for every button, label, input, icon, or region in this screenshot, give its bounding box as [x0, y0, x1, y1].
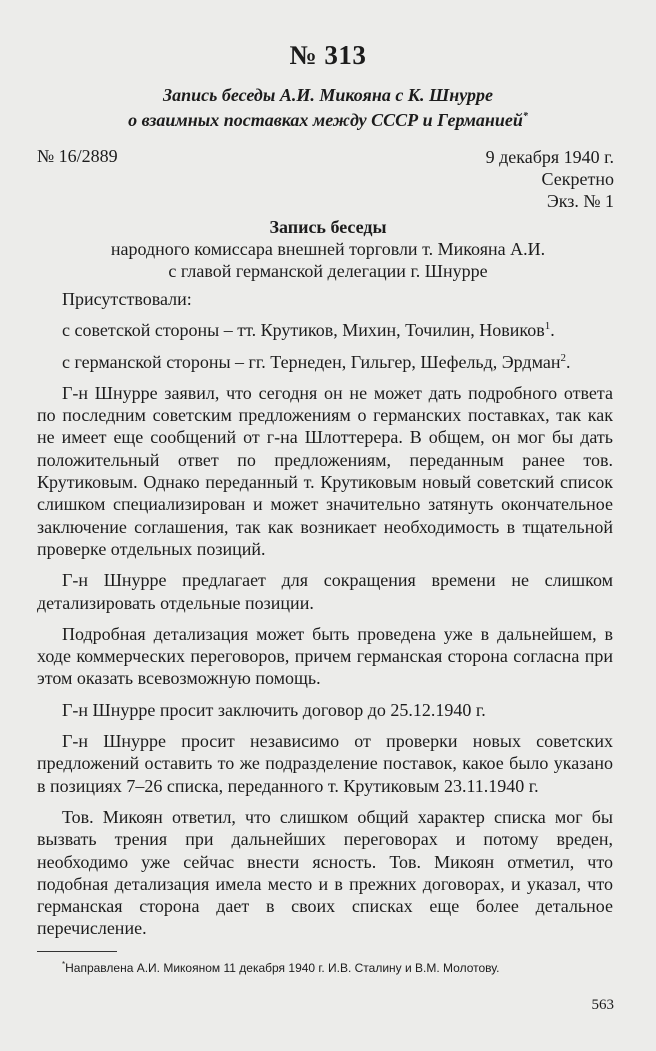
attendees-soviet-text: с советской стороны – тт. Крутиков, Михин, Точилин, Новиков [62, 320, 545, 341]
subtitle-footnote-mark: * [522, 111, 528, 122]
paragraph-mikoyan-reply: Тов. Микоян ответил, что слишком общий характер списка мог бы вызвать трения при дальнейших переговорах и потому вреден, необходимо уже сейчас внести ясность. Тов. Микоян отметил, что подобная детализация имела место и в прежних договорах, и указал, что германская сторона дает в своих списках еще более детальное перечисление. [37, 806, 613, 939]
document-body [37, 288, 613, 940]
subtitle-line-2 [0, 106, 656, 131]
paragraph-schnurre-statement: Г-н Шнурре заявил, что сегодня он не может дать подробного ответа по последним советским предложениям о германских поставках, так как не имеет еще сообщений от г-на Шлоттерера. В общем, он мог бы дать положительный ответ по предложениям, переданным ранее тов. Крутиковым. Однако переданный т. Крутиковым новый советский список слишком специализирован и может значительно затянуть окончательное заключение соглашения, так как возникает необходимость в тщательной проверке отдельных позиций. [37, 382, 613, 559]
registration-number: № 16/2889 [37, 146, 118, 166]
record-title-line-3: с главой германской делегации г. Шнурре [168, 261, 488, 281]
attendees-label: Присутствовали: [62, 289, 192, 309]
attendees-german-end: . [565, 351, 571, 372]
footnote-ref-2: 2 [560, 351, 566, 364]
paragraph-contract-date: Г-н Шнурре просит заключить договор до 25.12.1940 г. [62, 699, 486, 720]
paragraph-schnurre-proposal: Г-н Шнурре предлагает для сокращения времени не слишком детализировать отдельные позиции. [37, 570, 613, 613]
paragraph-supply-division: Г-н Шнурре просит независимо от проверки новых советских предложений оставить то же подразделение поставок, какое было указано в позициях 7–26 списка, переданного т. Крутиковым 23.11.1940 г. [37, 731, 613, 796]
paragraph-detailing: Подробная детализация может быть проведена уже в дальнейшем, в ходе коммерческих переговоров, причем германская сторона согласна при этом оказать всевозможную помощь. [37, 623, 613, 689]
attendees-soviet [37, 319, 613, 341]
footnote [62, 960, 499, 975]
record-title [0, 216, 656, 282]
document-date: 9 декабря 1940 г. [485, 147, 614, 167]
footnote-ref-1: 1 [544, 320, 551, 333]
attendees-soviet-end: . [550, 320, 555, 341]
copy-number: Экз. № 1 [546, 191, 614, 211]
record-title-line-1: Запись беседы [269, 217, 387, 237]
footnote-text: Направлена А.И. Микояном 11 декабря 1940 г. И.В. Сталину и В.М. Молотову. [65, 961, 500, 975]
attendees-german [37, 351, 613, 373]
document-number: № 313 [289, 40, 367, 70]
page-number: 563 [591, 997, 614, 1013]
document-subtitle [0, 84, 656, 131]
record-title-line-2: народного комиссара внешней торговли т. Микояна А.И. [110, 239, 546, 259]
subtitle-line-2-text: о взаимных поставках между СССР и Германией [128, 110, 523, 130]
footnote-divider [37, 951, 117, 952]
footnote-mark: * [62, 960, 66, 969]
subtitle-line-1: Запись беседы А.И. Микояна с К. Шнурре [162, 85, 494, 105]
attendees-german-text: с германской стороны – гг. Тернеден, Гильгер, Шефельд, Эрдман [62, 351, 561, 372]
document-meta [486, 146, 614, 212]
classification-stamp: Секретно [541, 169, 614, 189]
